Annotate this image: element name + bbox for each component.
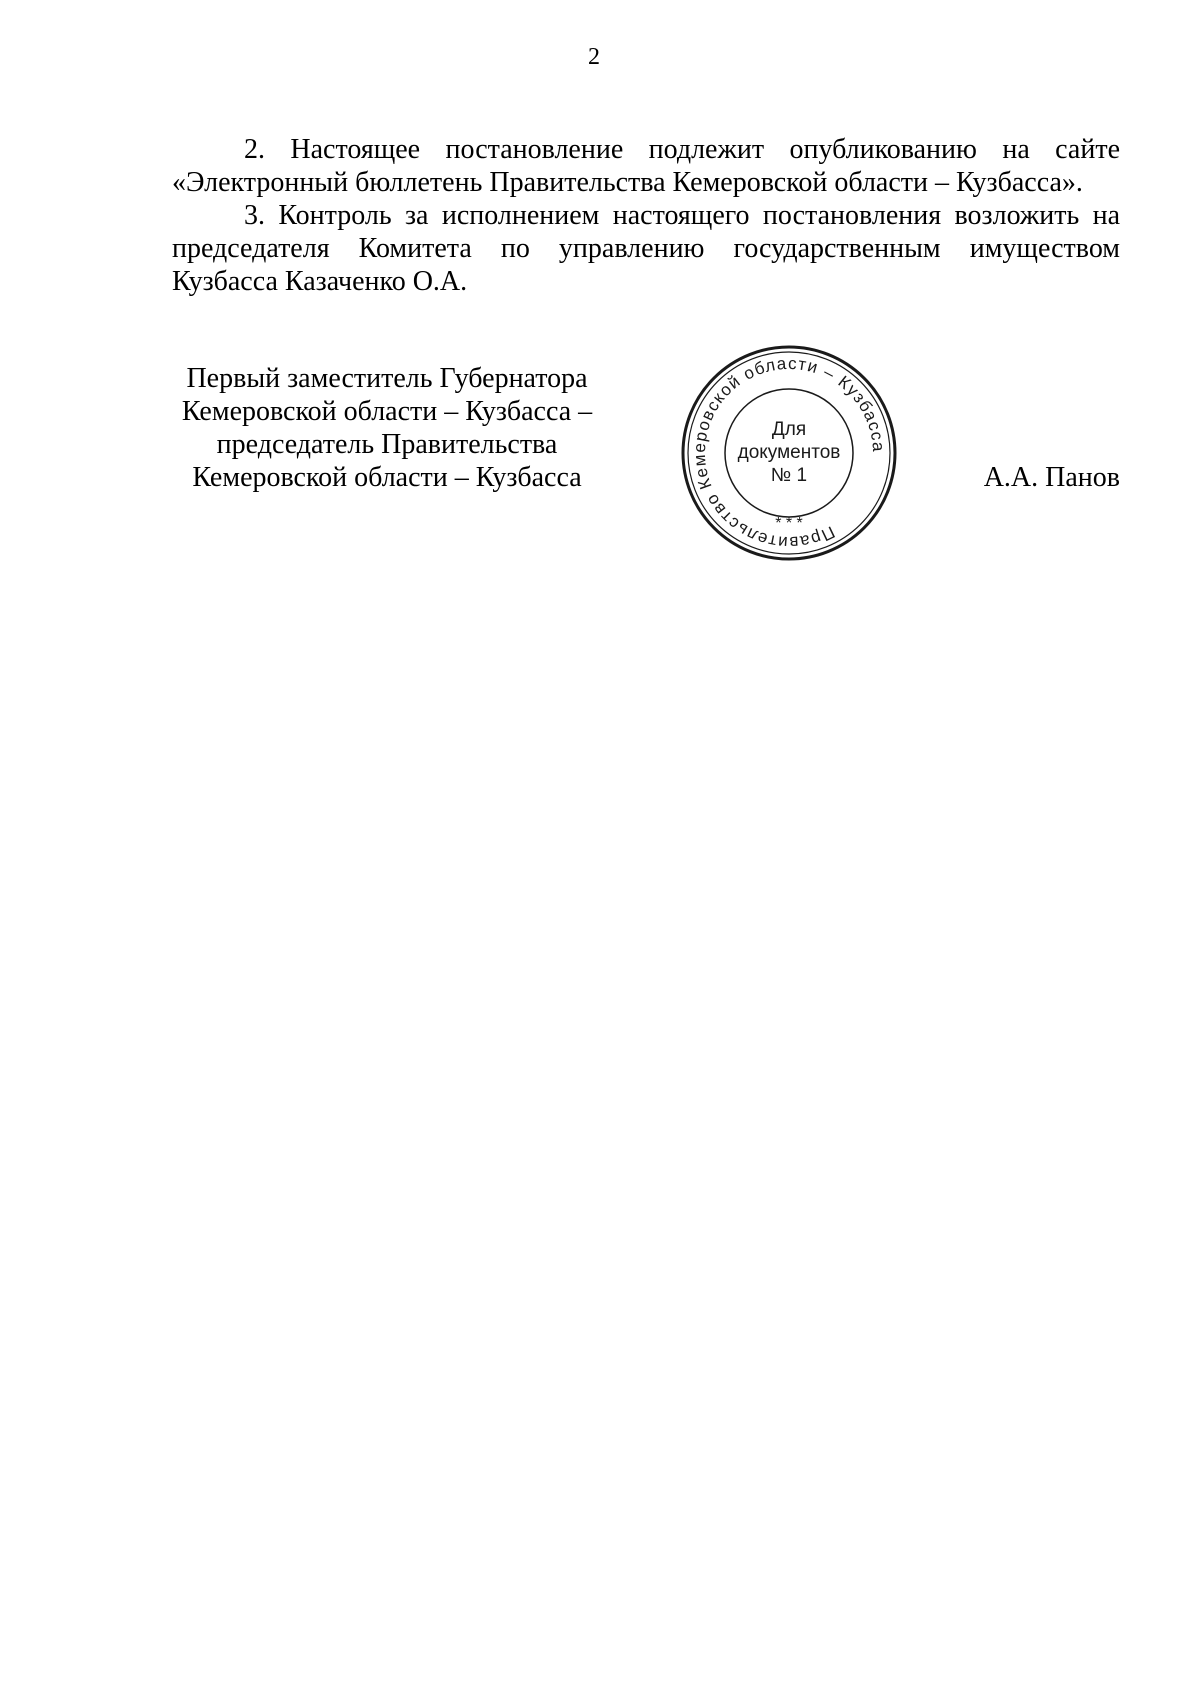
- signatory-position: [172, 362, 602, 494]
- paragraph-publication: 2. Настоящее постановление подлежит опубликованию на сайте «Электронный бюллетень Правительства Кемеровской области – Кузбасса».: [172, 134, 1120, 198]
- seal-center-line: документов: [737, 442, 841, 463]
- seal-stars: * * *: [775, 515, 803, 532]
- page-number: 2: [588, 44, 600, 70]
- paragraph-control: 3. Контроль за исполнением настоящего постановления возложить на председателя Комитета по управлению государственным имуществом Кузбасса Казаченко О.А.: [172, 200, 1120, 297]
- signatory-position-line: Кемеровской области – Кузбасса: [192, 462, 582, 493]
- signatory-position-line: Первый заместитель Губернатора: [186, 363, 588, 394]
- signatory-name: А.А. Панов: [983, 462, 1120, 493]
- signatory-position-line: председатель Правительства: [216, 429, 558, 460]
- document-body: [172, 133, 1120, 298]
- official-seal-stamp: [674, 338, 904, 568]
- seal-center-line: Для: [771, 419, 807, 440]
- seal-center-line: № 1: [770, 465, 808, 486]
- seal-ring-text: Правительство Кемеровской области – Кузбасса: [689, 353, 889, 553]
- signatory-position-line: Кемеровской области – Кузбасса –: [181, 396, 593, 427]
